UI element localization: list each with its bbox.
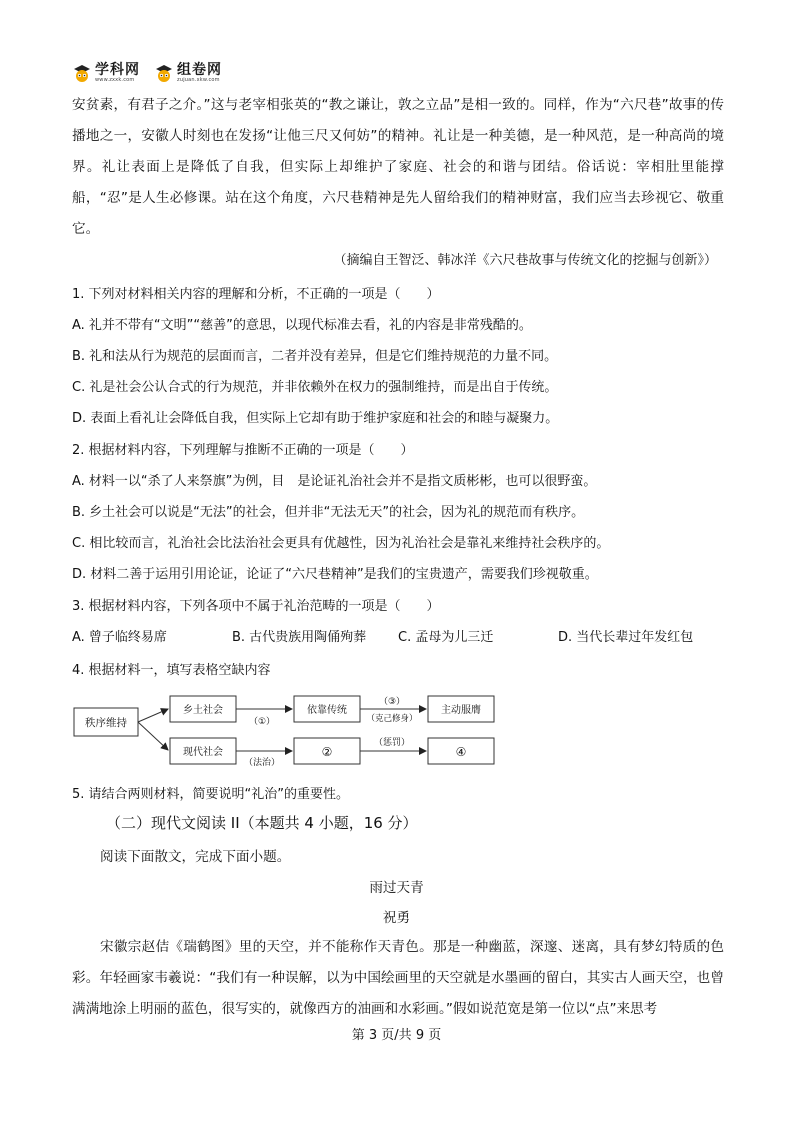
branch-arrow-top — [138, 709, 168, 722]
branch-arrow-bottom — [138, 722, 168, 750]
essay-title: 雨过天青 — [369, 880, 424, 896]
q1-stem: 1. 下列对材料相关内容的理解和分析，不正确的一项是（ ） — [72, 287, 440, 302]
active-obedience-label: 主动服膺 — [441, 705, 481, 716]
q3-options — [72, 626, 732, 646]
logo-zujuanwang — [154, 63, 222, 83]
rural-society-label: 乡土社会 — [183, 705, 223, 716]
logo-xuekewang — [72, 63, 140, 83]
q1-option-a: A. 礼并不带有“文明”“慈善”的意思，以现代标准去看，礼的内容是非常残酷的。 — [72, 318, 532, 333]
row1-arrow2-top-label: （③） — [378, 697, 406, 707]
q5-stem: 5. 请结合两则材料，简要说明“礼治”的重要性。 — [72, 787, 350, 802]
logo-url: zujuan.xkw.com — [177, 77, 220, 83]
owl-logo-icon — [154, 63, 174, 83]
row1-arrow1-label: （①） — [248, 717, 276, 727]
q3-option-b: B. 古代贵族用陶俑殉葬 — [232, 630, 367, 645]
q3-option-a: A. 曾子临终易席 — [72, 630, 167, 645]
q4-stem: 4. 根据材料一，填写表格空缺内容 — [72, 663, 271, 678]
row2-arrow2-label: （惩罚） — [373, 738, 411, 748]
q3-stem: 3. 根据材料内容，下列各项中不属于礼治范畴的一项是（ ） — [72, 599, 440, 614]
q1-option-c: C. 礼是社会公认合式的行为规范，并非依赖外在权力的强制维持，而是出自于传统。 — [72, 380, 558, 395]
logo-url: www.zxxk.com — [95, 77, 135, 83]
q1-option-b: B. 礼和法从行为规范的层面而言，二者并没有差异，但是它们维持规范的力量不同。 — [72, 349, 558, 364]
logo-name: 组卷网 — [177, 62, 222, 78]
q2-option-c: C. 相比较而言，礼治社会比法治社会更具有优越性，因为礼治社会是靠礼来维持社会秩序的。 — [72, 536, 610, 551]
modern-society-label: 现代社会 — [183, 747, 223, 758]
blank-2-label: ② — [321, 745, 333, 759]
owl-logo-icon — [72, 63, 92, 83]
root-label: 秩序维持 — [85, 717, 127, 729]
intro-paragraph: 安贫素，有君子之介。”这与老宰相张英的“教之谦让，敦之立品”是相一致的。同样，作为“六尺巷”故事的传播地之一，安徽人时刻也在发扬“让他三尺又何妨”的精神。礼让是一种美德，是一种风范，是一种高尚的境界。礼让表面上是降低了自我，但实际上却维护了家庭、社会的和谐与团结。俗话说：宰相肚里能撑船，“忍”是人生必修课。站在这个角度，六尺巷精神是先人留给我们的精神财富，我们应当去珍视它、敬重它。 — [72, 97, 724, 237]
q2-option-d: D. 材料二善于运用引用论证，论证了“六尺巷精神”是我们的宝贵遗产，需要我们珍视敬重。 — [72, 567, 598, 582]
q2-option-b: B. 乡土社会可以说是“无法”的社会，但并非“无法无天”的社会，因为礼的规范而有秩序。 — [72, 505, 585, 520]
section-heading: （二）现代文阅读 II（本题共 4 小题，16 分） — [106, 814, 418, 832]
blank-4-label: ④ — [455, 745, 467, 759]
row1-arrow2-bottom-label: （克己修身） — [366, 714, 418, 724]
q3-option-c: C. 孟母为儿三迁 — [398, 630, 494, 645]
q2-stem: 2. 根据材料内容，下列理解与推断不正确的一项是（ ） — [72, 443, 414, 458]
row2-arrow1-label: （法治） — [243, 758, 281, 768]
rely-tradition-label: 依靠传统 — [307, 705, 347, 716]
q1-option-d: D. 表面上看礼让会降低自我，但实际上它却有助于维护家庭和社会的和睦与凝聚力。 — [72, 411, 559, 426]
essay-author: 祝勇 — [382, 910, 411, 926]
q3-option-d: D. 当代长辈过年发红包 — [558, 630, 694, 645]
essay-body: 宋徽宗赵佶《瑞鹤图》里的天空，并不能称作天青色。那是一种幽蓝，深邃、迷离，具有梦幻特质的色彩。年轻画家韦羲说：“我们有一种误解，以为中国绘画里的天空就是水墨画的留白，其实古人画天空，也曾满满地涂上明丽的蓝色，很写实的，就像西方的油画和水彩画。”假如说范宽是第一位以“点”来思考 — [72, 939, 724, 1017]
source-citation: （摘编自王智泛、韩冰洋《六尺巷故事与传统文化的挖掘与创新》） — [333, 253, 717, 268]
page-number: 第 3 页/共 9 页 — [351, 1028, 442, 1043]
q2-option-a: A. 材料一以“杀了人来祭旗”为例，目 是论证礼治社会并不是指文质彬彬，也可以很野蛮。 — [72, 474, 597, 489]
header-logos — [72, 60, 222, 86]
order-maintenance-diagram — [72, 690, 502, 776]
reading-instruction: 阅读下面散文，完成下面小题。 — [100, 849, 291, 865]
logo-name: 学科网 — [95, 62, 140, 78]
